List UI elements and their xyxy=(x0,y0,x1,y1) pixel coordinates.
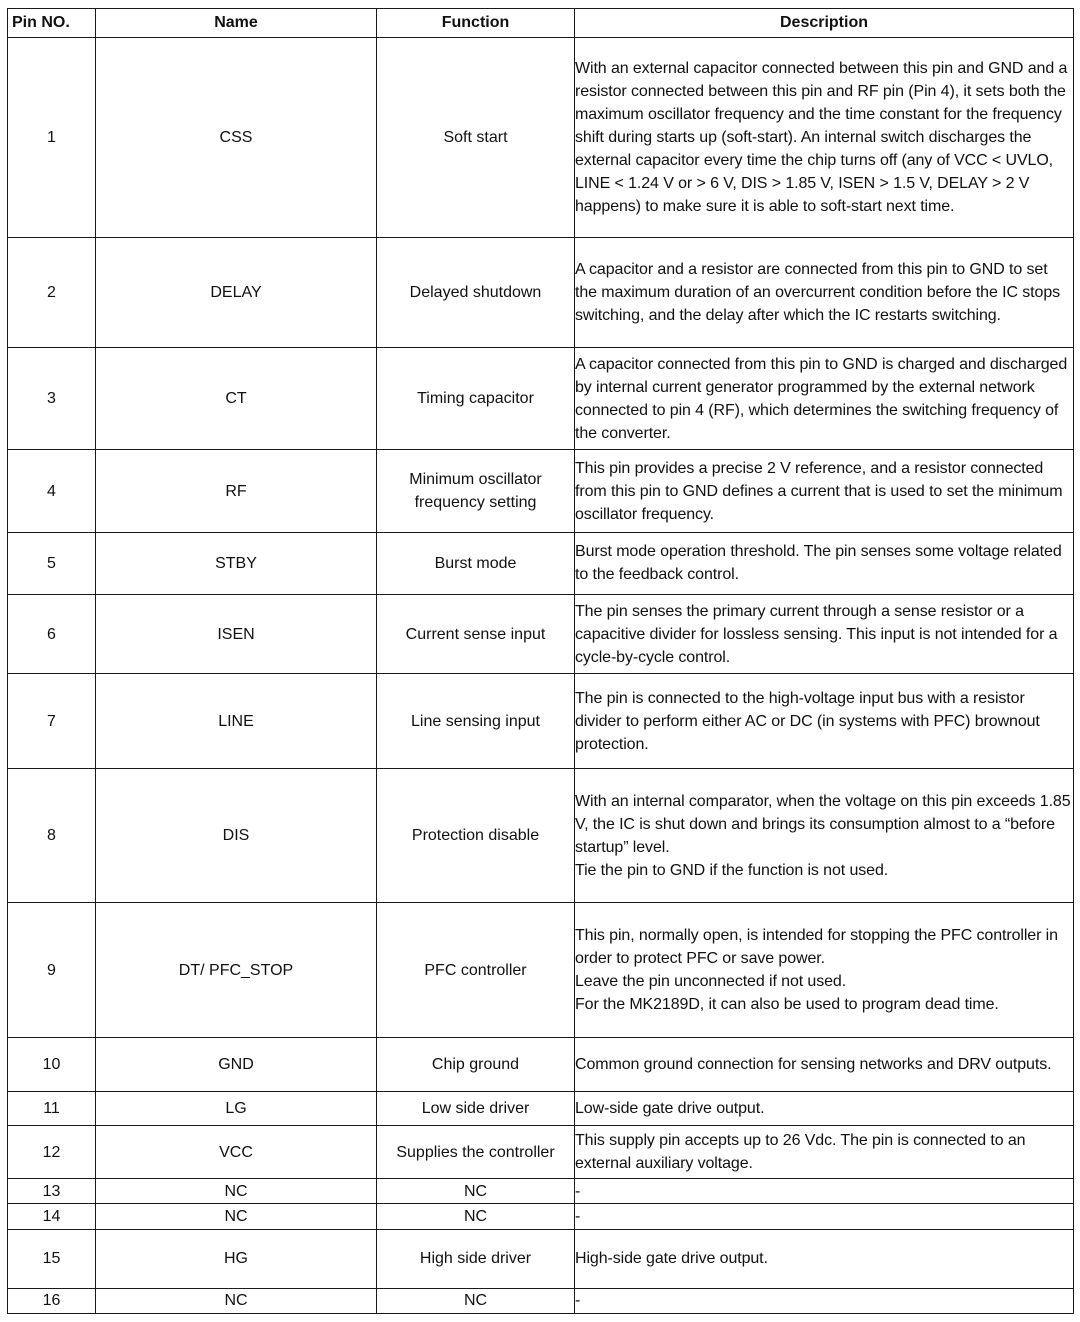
pin-description-cell xyxy=(575,768,1074,903)
table-row xyxy=(8,1091,1074,1125)
pin-function-cell: Chip ground xyxy=(377,1038,575,1092)
table-row xyxy=(8,903,1074,1038)
description-paragraph: This pin, normally open, is intended for stopping the PFC controller in order to protect PFC or save power. xyxy=(575,927,1058,968)
table-row xyxy=(8,237,1074,347)
description-paragraph: With an external capacitor connected between this pin and GND and a resistor connected between this pin and RF pin (Pin 4), it sets both the maximum oscillator frequency and the time constant for the frequency shift during starts up (soft-start). An internal switch discharges the external capacitor every time the chip turns off (any of VCC < UVLO, LINE < 1.24 V or > 6 V, DIS > 1.85 V, ISEN > 1.5 V, DELAY > 2 V happens) to make sure it is able to soft-start next time. xyxy=(575,59,1068,215)
description-paragraph: A capacitor and a resistor are connected from this pin to GND to set the maximum duration of an overcurrent condition before the IC stops switching, and the delay after which the IC restarts switching. xyxy=(575,260,1061,324)
pin-function-cell: Low side driver xyxy=(377,1091,575,1125)
description-paragraph: - xyxy=(575,1208,581,1226)
pin-description-cell xyxy=(575,1179,1074,1204)
pin-description-cell xyxy=(575,532,1074,595)
pin-number-cell: 6 xyxy=(8,595,96,674)
pin-number-cell: 2 xyxy=(8,237,96,347)
pin-name-cell: NC xyxy=(96,1204,377,1229)
pin-function-cell: Minimum oscillator frequency setting xyxy=(377,450,575,532)
pin-function-cell: Burst mode xyxy=(377,532,575,595)
pin-name-cell: NC xyxy=(96,1288,377,1313)
pin-number-cell: 8 xyxy=(8,768,96,903)
pin-description-cell xyxy=(575,1204,1074,1229)
pin-name-cell: LG xyxy=(96,1091,377,1125)
pin-name-cell: DT/ PFC_STOP xyxy=(96,903,377,1038)
pin-function-cell: NC xyxy=(377,1179,575,1204)
description-paragraph: The pin is connected to the high-voltage input bus with a resistor divider to perform either AC or DC (in systems with PFC) brownout protection. xyxy=(575,689,1040,753)
pin-name-cell: CSS xyxy=(96,38,377,238)
header-function: Function xyxy=(377,9,575,38)
pin-function-cell: NC xyxy=(377,1288,575,1313)
table-row xyxy=(8,1288,1074,1313)
table-row xyxy=(8,532,1074,595)
description-paragraph: With an internal comparator, when the voltage on this pin exceeds 1.85 V, the IC is shut down and brings its consumption almost to a “before startup” level. xyxy=(575,792,1071,856)
pin-number-cell: 13 xyxy=(8,1179,96,1204)
description-paragraph: Leave the pin unconnected if not used. xyxy=(575,973,847,991)
table-row xyxy=(8,768,1074,903)
header-name: Name xyxy=(96,9,377,38)
pin-number-cell: 9 xyxy=(8,903,96,1038)
pin-description-cell xyxy=(575,1091,1074,1125)
description-paragraph: For the MK2189D, it can also be used to program dead time. xyxy=(575,996,999,1014)
description-paragraph: High-side gate drive output. xyxy=(575,1250,768,1268)
pin-number-cell: 5 xyxy=(8,532,96,595)
description-paragraph: - xyxy=(575,1182,581,1200)
description-paragraph: This supply pin accepts up to 26 Vdc. The pin is connected to an external auxiliary voltage. xyxy=(575,1132,1026,1173)
description-paragraph: Tie the pin to GND if the function is not used. xyxy=(575,861,889,879)
pin-function-cell: Delayed shutdown xyxy=(377,237,575,347)
pin-function-cell: High side driver xyxy=(377,1229,575,1288)
description-paragraph: A capacitor connected from this pin to GND is charged and discharged by internal current generator programmed by the external network connected to pin 4 (RF), which determines the switching frequency of the converter. xyxy=(575,355,1068,442)
pin-description-cell xyxy=(575,1038,1074,1092)
pin-description-cell xyxy=(575,38,1074,238)
pin-description-cell xyxy=(575,1288,1074,1313)
pin-number-cell: 14 xyxy=(8,1204,96,1229)
pin-number-cell: 4 xyxy=(8,450,96,532)
description-paragraph: Low-side gate drive output. xyxy=(575,1100,765,1118)
pin-number-cell: 1 xyxy=(8,38,96,238)
pin-description-cell xyxy=(575,595,1074,674)
description-paragraph: Burst mode operation threshold. The pin senses some voltage related to the feedback control. xyxy=(575,543,1062,584)
pin-name-cell: DIS xyxy=(96,768,377,903)
header-pin-no: Pin NO. xyxy=(8,9,96,38)
pin-function-cell: Protection disable xyxy=(377,768,575,903)
pin-number-cell: 12 xyxy=(8,1126,96,1179)
description-paragraph: This pin provides a precise 2 V reference, and a resistor connected from this pin to GND defines a current that is used to set the minimum oscillator frequency. xyxy=(575,459,1063,523)
table-row xyxy=(8,1229,1074,1288)
table-row xyxy=(8,38,1074,238)
pin-description-cell xyxy=(575,450,1074,532)
table-row xyxy=(8,595,1074,674)
pin-function-cell: Line sensing input xyxy=(377,674,575,768)
pin-function-cell: PFC controller xyxy=(377,903,575,1038)
pin-number-cell: 16 xyxy=(8,1288,96,1313)
pin-name-cell: DELAY xyxy=(96,237,377,347)
pin-function-cell: Timing capacitor xyxy=(377,348,575,450)
pin-description-cell xyxy=(575,1229,1074,1288)
pin-name-cell: GND xyxy=(96,1038,377,1092)
pin-function-cell: Supplies the controller xyxy=(377,1126,575,1179)
pin-name-cell: STBY xyxy=(96,532,377,595)
table-row xyxy=(8,674,1074,768)
pin-name-cell: NC xyxy=(96,1179,377,1204)
pin-name-cell: CT xyxy=(96,348,377,450)
pin-number-cell: 3 xyxy=(8,348,96,450)
pin-description-cell xyxy=(575,1126,1074,1179)
pin-description-table xyxy=(7,8,1074,1314)
table-row xyxy=(8,1038,1074,1092)
pin-number-cell: 15 xyxy=(8,1229,96,1288)
pin-number-cell: 7 xyxy=(8,674,96,768)
pin-name-cell: VCC xyxy=(96,1126,377,1179)
pin-description-cell xyxy=(575,903,1074,1038)
table-row xyxy=(8,450,1074,532)
pin-number-cell: 11 xyxy=(8,1091,96,1125)
description-paragraph: - xyxy=(575,1292,581,1310)
pin-name-cell: ISEN xyxy=(96,595,377,674)
pin-function-cell: NC xyxy=(377,1204,575,1229)
table-row xyxy=(8,1204,1074,1229)
pin-function-cell: Current sense input xyxy=(377,595,575,674)
pin-description-cell xyxy=(575,348,1074,450)
table-body xyxy=(8,38,1074,1314)
table-row xyxy=(8,1126,1074,1179)
pin-function-cell: Soft start xyxy=(377,38,575,238)
pin-description-cell xyxy=(575,237,1074,347)
pin-name-cell: LINE xyxy=(96,674,377,768)
pin-name-cell: RF xyxy=(96,450,377,532)
pin-description-cell xyxy=(575,674,1074,768)
description-paragraph: Common ground connection for sensing networks and DRV outputs. xyxy=(575,1056,1052,1074)
table-row xyxy=(8,1179,1074,1204)
pin-number-cell: 10 xyxy=(8,1038,96,1092)
table-row xyxy=(8,348,1074,450)
header-description: Description xyxy=(575,9,1074,38)
pin-name-cell: HG xyxy=(96,1229,377,1288)
description-paragraph: The pin senses the primary current through a sense resistor or a capacitive divider for lossless sensing. This input is not intended for a cycle-by-cycle control. xyxy=(575,602,1058,666)
header-row xyxy=(8,9,1074,38)
